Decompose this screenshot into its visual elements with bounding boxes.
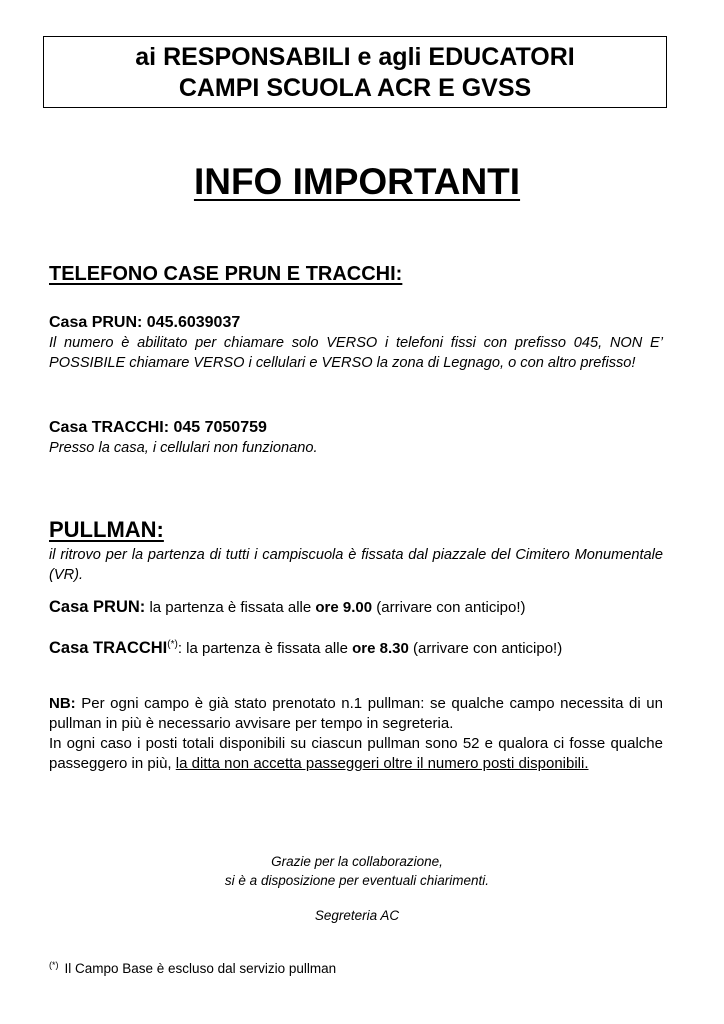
- pullman-prun-time: ore 9.00: [315, 599, 373, 616]
- pullman-tracchi-mark: (*): [167, 639, 178, 650]
- nb-underlined: la ditta non accetta passeggeri oltre il numero posti disponibili.: [175, 755, 589, 772]
- pullman-prun-label: Casa PRUN:: [49, 598, 146, 616]
- nb-text-2: In ogni caso i posti totali disponibili su ciascun pullman sono 52 e qualora ci fosse qualche passeggero in più,: [49, 735, 663, 772]
- nb-label: NB:: [49, 695, 76, 712]
- nb-paragraph: [49, 694, 663, 774]
- closing-line-1: Grazie per la collaborazione,: [271, 854, 443, 869]
- pullman-intro: il ritrovo per la partenza di tutti i campiscuola è fissata dal piazzale del Cimitero Monumentale (VR).: [49, 547, 663, 583]
- page-title: [0, 160, 714, 204]
- footnote-mark: (*): [49, 960, 59, 970]
- footnote-text: Il Campo Base è escluso dal servizio pullman: [64, 961, 337, 976]
- recipients-line-2: CAMPI SCUOLA ACR E GVSS: [178, 74, 532, 102]
- pullman-tracchi-text1: : la partenza è fissata alle: [177, 640, 353, 657]
- footnote: [49, 960, 336, 978]
- telefono-heading: TELEFONO CASE PRUN E TRACCHI:: [49, 263, 403, 285]
- pullman-tracchi-line: [49, 638, 562, 659]
- pullman-heading: PULLMAN:: [49, 517, 164, 542]
- pullman-prun-text2: (arrivare con anticipo!): [372, 599, 526, 616]
- casa-prun-note: Il numero è abilitato per chiamare solo VERSO i telefoni fissi con prefisso 045, NON E’ POSSIBILE chiamare VERSO i cellulari e VERSO la zona di Legnago, o con altro prefisso!: [49, 335, 663, 371]
- pullman-prun-line: [49, 597, 526, 618]
- page-title-text: INFO IMPORTANTI: [193, 161, 521, 202]
- casa-tracchi-note: Presso la casa, i cellulari non funzionano.: [49, 440, 318, 456]
- signature: Segreteria AC: [314, 908, 400, 923]
- pullman-tracchi-text2: (arrivare con anticipo!): [408, 640, 563, 657]
- recipients-line-1: ai RESPONSABILI e agli EDUCATORI: [135, 43, 575, 71]
- casa-tracchi-phone: Casa TRACCHI: 045 7050759: [49, 419, 267, 436]
- pullman-tracchi-time: ore 8.30: [352, 640, 409, 657]
- closing-line-2: si è a disposizione per eventuali chiarimenti.: [224, 873, 490, 888]
- nb-text-1: Per ogni campo è già stato prenotato n.1 pullman: se qualche campo necessita di un pullman in più è necessario avvisare per tempo in segreteria.: [49, 695, 663, 732]
- pullman-tracchi-label: Casa TRACCHI: [49, 639, 168, 657]
- casa-prun-phone: Casa PRUN: 045.6039037: [49, 314, 241, 331]
- pullman-prun-text1: la partenza è fissata alle: [145, 599, 316, 616]
- recipients-box: [43, 36, 667, 108]
